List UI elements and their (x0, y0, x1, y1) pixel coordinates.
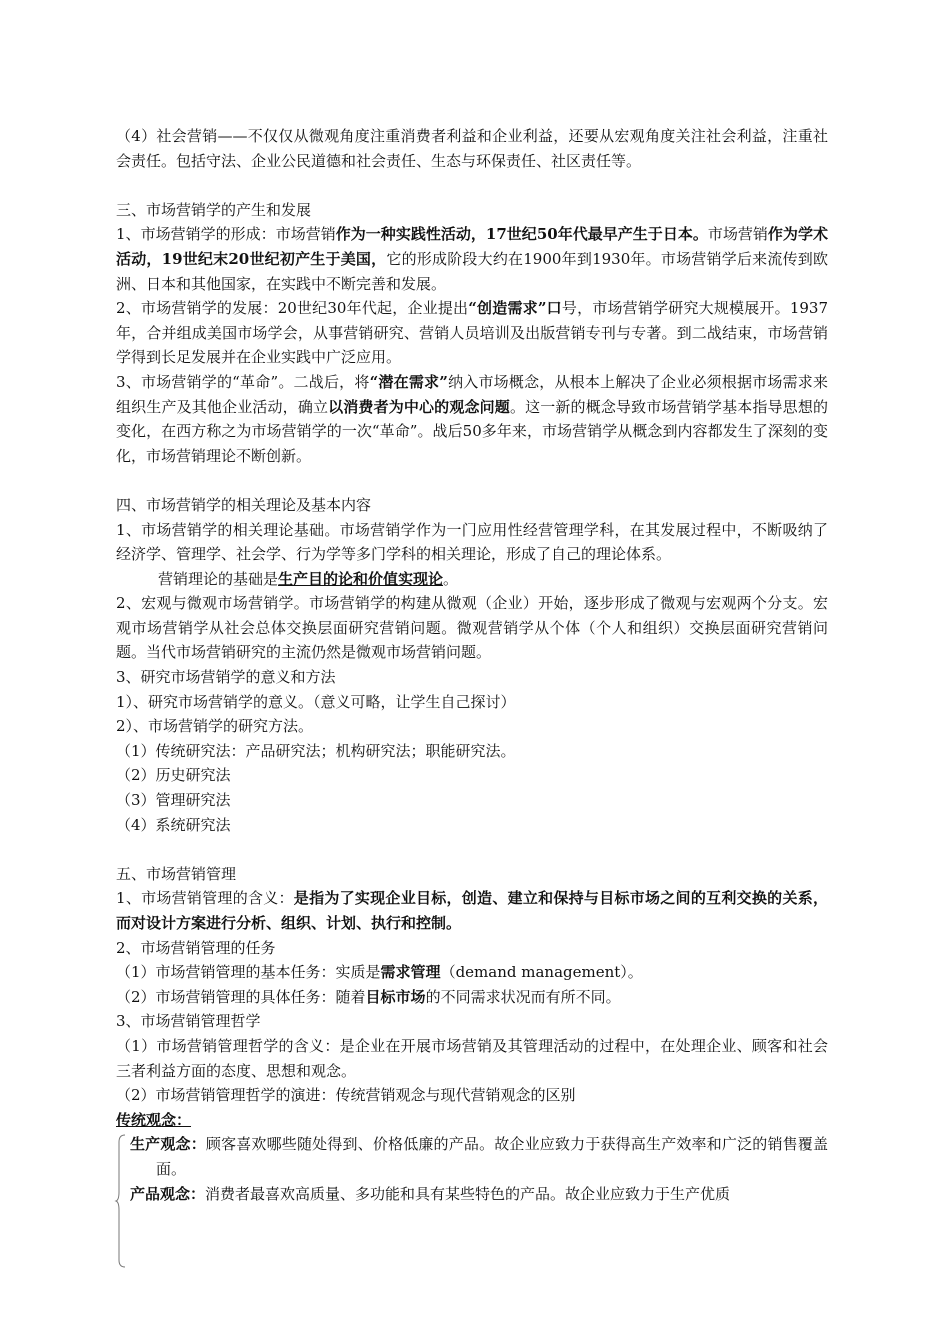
bold-text: 以消费者为中心的观念问题 (328, 397, 510, 416)
theory-basis-paragraph: 1、市场营销学的相关理论基础。市场营销学作为一门应用性经营管理学科，在其发展过程中，不断吸纳了经济学、管理学、社会学、行为学等多门学科的相关理论，形成了自己的理论体系。 (116, 520, 828, 564)
left-brace-icon (116, 1134, 126, 1268)
concept-label: 生产观念： (130, 1135, 206, 1154)
text-run: 号，市场营销学研究大规模展开。1937年，合并组成美国市场学会，从事营销研究、营销人员培训及出版营销专刊与专著。到二战结束，市场营销学得到长足发展并在企业实践中广泛应用。 (116, 299, 828, 367)
spacer (116, 173, 828, 198)
formation-paragraph (116, 222, 828, 296)
philosophy-evolution: （2）市场营销管理哲学的演进：传统营销观念与现代营销观念的区别 (116, 1086, 576, 1105)
bold-text: 作为一种实践性活动，17世纪50年代最早产生于日本。 (335, 225, 708, 244)
text-run: 1、市场营销学的形成：市场营销 (116, 225, 336, 244)
underlined-bold-text: 生产目的论和价值实现论 (278, 569, 444, 588)
method-item: （2）历史研究法 (116, 766, 231, 785)
method-item: （3）管理研究法 (116, 791, 231, 810)
text-run: 它的形成阶段大约在1900年到1930年。市场营销学后来流传到欧洲、日本和其他国家，在实践中不断完善和发展。 (116, 249, 829, 293)
section-4-title: 四、市场营销学的相关理论及基本内容 (116, 495, 372, 514)
concept-text: 消费者最喜欢高质量、多功能和具有某些特色的产品。故企业应致力于生产优质 (205, 1184, 731, 1203)
bold-text: “创造需求”口 (468, 299, 562, 318)
method-item: （1）传统研究法：产品研究法；机构研究法；职能研究法。 (116, 741, 516, 760)
basic-task (116, 960, 828, 985)
text-run: （1）市场营销管理的基本任务：实质是 (116, 963, 381, 982)
spacer (116, 837, 828, 862)
production-concept (130, 1132, 828, 1181)
bold-text: 是指为了实现企业目标，创造、建立和保持与目标市场之间的互利交换的关系，而对设计方案进行分析、组织、计划、执行和控制。 (116, 889, 828, 932)
philosophy-heading: 3、市场营销管理哲学 (116, 1012, 261, 1031)
macro-micro-paragraph: 2、宏观与微观市场营销学。市场营销学的构建从微观（企业）开始，逐步形成了微观与宏观两个分支。宏观市场营销学从社会总体交换层面研究营销问题。微观营销学从个体（个人和组织）交换层面研究营销问题。当代市场营销研究的主流仍然是微观市场营销问题。 (116, 594, 828, 662)
concept-text: 顾客喜欢哪些随处得到、价格低廉的产品。故企业应致力于获得高生产效率和广泛的销售覆盖面。 (156, 1135, 828, 1178)
development-paragraph (116, 296, 828, 370)
text-run: 2、市场营销学的发展：20世纪30年代起，企业提出 (116, 299, 469, 318)
traditional-concepts-group (116, 1132, 828, 1206)
social-marketing-paragraph: （4）社会营销——不仅仅从微观角度注重消费者利益和企业利益，还要从宏观角度关注社会利益，注重社会责任。包括守法、企业公民道德和社会责任、生态与环保责任、社区责任等。 (116, 127, 828, 170)
research-significance: 1）、研究市场营销学的意义。（意义可略，让学生自己探讨） (116, 692, 516, 711)
document-body (116, 124, 828, 1206)
text-run: （2）市场营销管理的具体任务：随着 (116, 987, 366, 1006)
philosophy-definition: （1）市场营销管理哲学的含义：是企业在开展市场营销及其管理活动的过程中，在处理企业、顾客和社会三者利益方面的态度、思想和观念。 (116, 1036, 828, 1080)
section-5-title: 五、市场营销管理 (116, 864, 237, 883)
text-run: 。这一新的概念导致市场营销学基本指导思想的变化，在西方称之为市场营销学的一次“革命”。战后50多年来，市场营销学从概念到内容都发生了深刻的变化，市场营销理论不断创新。 (116, 397, 828, 465)
bold-text: “潜在需求” (369, 372, 448, 391)
bold-text: 需求管理 (380, 963, 441, 982)
text-run: 的不同需求状况而有所不同。 (425, 987, 621, 1006)
method-item: （4）系统研究法 (116, 815, 231, 834)
concept-label: 产品观念： (130, 1184, 206, 1203)
text-run: 1、市场营销管理的含义： (116, 889, 294, 908)
text-run: （demand management）。 (440, 963, 643, 982)
traditional-concepts-title: 传统观念： (116, 1110, 192, 1129)
section-3-title: 三、市场营销学的产生和发展 (116, 200, 312, 219)
bold-text: 作为学术活动，19世纪末20世纪初产生于美国， (116, 225, 828, 268)
product-concept (130, 1182, 828, 1207)
research-heading: 3、研究市场营销学的意义和方法 (116, 668, 336, 687)
text-run: 3、市场营销学的“革命”。二战后，将 (116, 372, 370, 391)
text-run: 纳入市场概念，从根本上解决了企业必须根据市场需求来组织生产及其他企业活动，确立 (116, 372, 828, 416)
marketing-theory-basis (116, 567, 828, 592)
management-definition (116, 886, 828, 935)
text-run: 。 (443, 569, 459, 588)
spacer (116, 468, 828, 493)
text-run: 市场营销 (707, 225, 768, 244)
revolution-paragraph (116, 370, 828, 468)
bold-text: 目标市场 (365, 987, 426, 1006)
specific-task (116, 985, 828, 1010)
management-tasks-heading: 2、市场营销管理的任务 (116, 938, 276, 957)
research-methods-heading: 2）、市场营销学的研究方法。 (116, 717, 314, 736)
text-run: 营销理论的基础是 (158, 569, 279, 588)
